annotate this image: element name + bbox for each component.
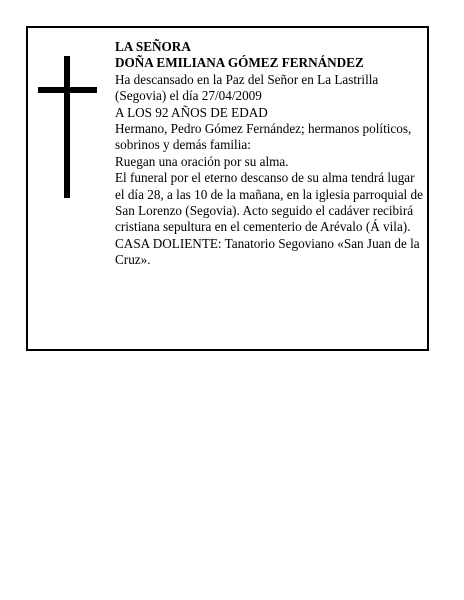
mourning-house: CASA DOLIENTE: Tanatorio Segoviano «San Juan de la Cruz». <box>115 235 420 268</box>
notice-title-line1: LA SEÑORA <box>115 39 191 54</box>
cross-horizontal-bar <box>38 87 97 93</box>
prayer-request: Ruegan una oración por su alma. <box>115 153 289 169</box>
rest-statement: Ha descansado en la Paz del Señor en La Lastrilla (Segovia) el día 27/04/2009 <box>115 71 379 104</box>
cross-vertical-bar <box>64 56 70 198</box>
deceased-name: DOÑA EMILIANA GÓMEZ FERNÁNDEZ <box>115 55 364 71</box>
latin-cross-icon <box>38 56 97 198</box>
age-statement: A LOS 92 AÑOS DE EDAD <box>115 104 268 120</box>
notice-text <box>115 39 427 269</box>
funeral-details: El funeral por el eterno descanso de su alma tendrá lugar el día 28, a las 10 de la mañana, en la iglesia parroquial de San Lorenzo (Segovia). Acto seguido el cadáver recibirá cristiana sepultura en el cementerio de Arévalo (Á vila). <box>115 170 423 235</box>
obituary-notice <box>26 26 429 351</box>
family-statement: Hermano, Pedro Gómez Fernández; hermanos políticos, sobrinos y demás familia: <box>115 121 412 153</box>
